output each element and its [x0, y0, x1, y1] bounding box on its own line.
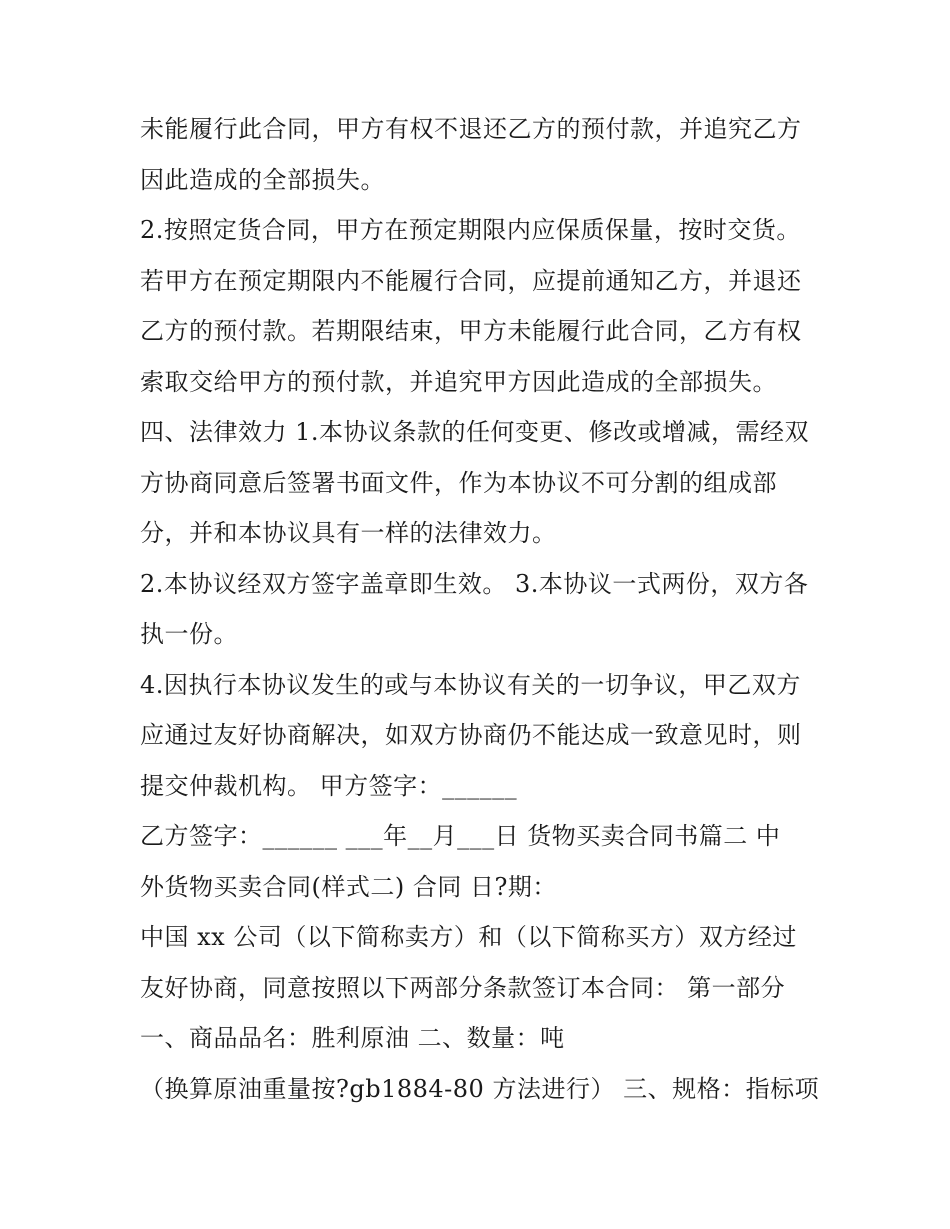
text-line-6: 索取交给甲方的预付款，并追究甲方因此造成的全部损失。: [140, 367, 777, 396]
text-line-20: （换算原油重量按?gb1884-80 方法进行） 三、规格：指标项: [140, 1074, 820, 1103]
text-line-17: 中国 xx 公司（以下简称卖方）和（以下简称买方）双方经过: [140, 923, 797, 951]
text-line-14: 提交仲裁机构。 甲方签字：______: [140, 771, 518, 800]
text-line-9: 分，并和本协议具有一样的法律效力。: [140, 519, 557, 547]
contract-text-body: [140, 104, 820, 1114]
text-line-4: 若甲方在预定期限内不能履行合同，应提前通知乙方，并退还: [140, 266, 802, 295]
text-line-12: 4.因执行本协议发生的或与本协议有关的一切争议，甲乙双方: [140, 670, 801, 699]
text-line-5: 乙方的预付款。若期限结束，甲方未能履行此合同，乙方有权: [140, 317, 802, 345]
text-line-10: 2.本协议经双方签字盖章即生效。 3.本协议一式两份，双方各: [140, 569, 809, 598]
text-line-13: 应通过友好协商解决，如双方协商仍不能达成一致意见时，则: [140, 721, 802, 749]
text-line-16: 外货物买卖合同(样式二) 合同 日?期：: [140, 872, 557, 901]
text-line-2: 因此造成的全部损失。: [140, 165, 385, 194]
text-line-18: 友好协商，同意按照以下两部分条款签订本合同： 第一部分: [140, 973, 786, 1002]
text-line-7: 四、法律效力 1.本协议条款的任何变更、修改或增减，需经双: [140, 418, 810, 446]
text-line-1: 未能履行此合同，甲方有权不退还乙方的预付款，并追究乙方: [140, 115, 802, 143]
text-line-19: 一、商品品名：胜利原油 二、数量：吨: [140, 1024, 565, 1052]
text-line-3: 2.按照定货合同，甲方在预定期限内应保质保量，按时交货。: [140, 216, 801, 244]
text-line-8: 方协商同意后签署书面文件，作为本协议不可分割的组成部: [140, 468, 777, 497]
text-line-15: 乙方签字：______ ___年__月___日 货物买卖合同书篇二 中: [140, 822, 781, 850]
text-line-11: 执一份。: [140, 620, 238, 648]
